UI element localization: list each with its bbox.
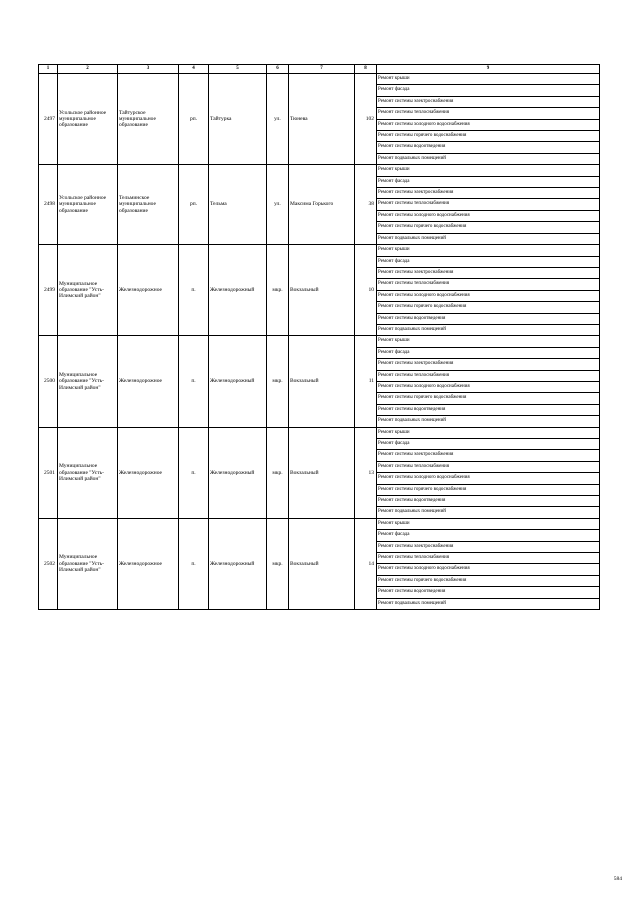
column-header-8: 8 [355, 65, 377, 74]
locality-type-cell: п. [179, 336, 209, 427]
work-type-cell: Ремонт системы теплоснабжения [377, 370, 600, 381]
table-row [39, 427, 600, 438]
house-number-cell: 11 [355, 336, 377, 427]
work-type-cell: Ремонт системы электроснабжения [377, 541, 600, 552]
locality-cell: Железнодорожный [209, 518, 267, 609]
locality-cell: Железнодорожный [209, 427, 267, 518]
table-row [39, 165, 600, 176]
work-type-cell: Ремонт системы холодного водоснабжения [377, 119, 600, 130]
street-type-cell: мкр. [267, 245, 289, 336]
work-type-cell: Ремонт системы холодного водоснабжения [377, 564, 600, 575]
locality-type-cell: рп. [179, 74, 209, 165]
work-type-cell: Ремонт системы электроснабжения [377, 450, 600, 461]
work-type-cell: Ремонт системы горячего водоснабжения [377, 131, 600, 142]
work-type-cell: Ремонт системы горячего водоснабжения [377, 302, 600, 313]
work-type-cell: Ремонт системы теплоснабжения [377, 279, 600, 290]
table-row [39, 518, 600, 529]
column-header-6: 6 [267, 65, 289, 74]
municipality-cell: Муниципальное образование "Усть-Илимский район" [58, 245, 118, 336]
settlement-cell: Тайтурское муниципальное образование [118, 74, 179, 165]
work-type-cell: Ремонт системы холодного водоснабжения [377, 381, 600, 392]
work-type-cell: Ремонт фасада [377, 530, 600, 541]
street-type-cell: мкр. [267, 427, 289, 518]
row-number: 2502 [39, 518, 58, 609]
work-type-cell: Ремонт системы водоотведения [377, 587, 600, 598]
municipality-cell: Муниципальное образование "Усть-Илимский район" [58, 518, 118, 609]
work-type-cell: Ремонт системы теплоснабжения [377, 199, 600, 210]
table-header-row [39, 65, 600, 74]
work-type-cell: Ремонт системы теплоснабжения [377, 108, 600, 119]
street-type-cell: мкр. [267, 336, 289, 427]
street-cell: Вокзальный [289, 518, 355, 609]
street-cell: Тюнева [289, 74, 355, 165]
locality-type-cell: п. [179, 518, 209, 609]
house-number-cell: 38 [355, 165, 377, 245]
work-type-cell: Ремонт подвальных помещений [377, 598, 600, 609]
column-header-3: 3 [118, 65, 179, 74]
work-type-cell: Ремонт крыши [377, 74, 600, 85]
work-type-cell: Ремонт системы электроснабжения [377, 188, 600, 199]
work-type-cell: Ремонт системы электроснабжения [377, 359, 600, 370]
house-number-cell: 14 [355, 518, 377, 609]
work-type-cell: Ремонт системы водоотведения [377, 142, 600, 153]
work-type-cell: Ремонт системы горячего водоснабжения [377, 393, 600, 404]
work-type-cell: Ремонт крыши [377, 427, 600, 438]
locality-type-cell: рп. [179, 165, 209, 245]
municipality-cell: Муниципальное образование "Усть-Илимский район" [58, 427, 118, 518]
work-type-cell: Ремонт системы электроснабжения [377, 96, 600, 107]
column-header-1: 1 [39, 65, 58, 74]
table-row [39, 245, 600, 256]
row-number: 2499 [39, 245, 58, 336]
settlement-cell: Железнодорожное [118, 336, 179, 427]
house-number-cell: 13 [355, 427, 377, 518]
work-type-cell: Ремонт системы теплоснабжения [377, 461, 600, 472]
work-type-cell: Ремонт системы холодного водоснабжения [377, 290, 600, 301]
work-type-cell: Ремонт фасада [377, 347, 600, 358]
work-type-cell: Ремонт подвальных помещений [377, 324, 600, 335]
settlement-cell: Железнодорожное [118, 245, 179, 336]
locality-cell: Железнодорожный [209, 336, 267, 427]
work-type-cell: Ремонт системы горячего водоснабжения [377, 484, 600, 495]
work-type-cell: Ремонт подвальных помещений [377, 233, 600, 244]
column-header-9: 9 [377, 65, 600, 74]
page-number: 584 [613, 876, 622, 882]
work-type-cell: Ремонт системы холодного водоснабжения [377, 473, 600, 484]
locality-type-cell: п. [179, 427, 209, 518]
column-header-4: 4 [179, 65, 209, 74]
row-number: 2497 [39, 74, 58, 165]
street-cell: Максима Горького [289, 165, 355, 245]
municipality-cell: Усольское районное муниципальное образование [58, 74, 118, 165]
work-type-cell: Ремонт фасада [377, 85, 600, 96]
municipality-cell: Муниципальное образование "Усть-Илимский район" [58, 336, 118, 427]
settlement-cell: Железнодорожное [118, 518, 179, 609]
table-row [39, 336, 600, 347]
work-type-cell: Ремонт системы холодного водоснабжения [377, 210, 600, 221]
column-header-5: 5 [209, 65, 267, 74]
row-number: 2498 [39, 165, 58, 245]
street-type-cell: мкр. [267, 518, 289, 609]
row-number: 2501 [39, 427, 58, 518]
table-row [39, 74, 600, 85]
work-type-cell: Ремонт фасада [377, 256, 600, 267]
house-number-cell: 10 [355, 245, 377, 336]
work-type-cell: Ремонт подвальных помещений [377, 507, 600, 518]
work-type-cell: Ремонт подвальных помещений [377, 153, 600, 164]
work-type-cell: Ремонт системы электроснабжения [377, 267, 600, 278]
work-type-cell: Ремонт подвальных помещений [377, 416, 600, 427]
column-header-7: 7 [289, 65, 355, 74]
work-type-cell: Ремонт фасада [377, 176, 600, 187]
street-type-cell: ул. [267, 74, 289, 165]
work-type-cell: Ремонт системы водоотведения [377, 313, 600, 324]
work-type-cell: Ремонт крыши [377, 336, 600, 347]
locality-cell: Железнодорожный [209, 245, 267, 336]
work-type-cell: Ремонт системы водоотведения [377, 404, 600, 415]
street-type-cell: ул. [267, 165, 289, 245]
street-cell: Вокзальный [289, 245, 355, 336]
column-header-2: 2 [58, 65, 118, 74]
row-number: 2500 [39, 336, 58, 427]
house-number-cell: 102 [355, 74, 377, 165]
work-type-cell: Ремонт системы теплоснабжения [377, 553, 600, 564]
locality-cell: Тайтурка [209, 74, 267, 165]
street-cell: Вокзальный [289, 336, 355, 427]
municipality-cell: Усольское районное муниципальное образование [58, 165, 118, 245]
work-type-cell: Ремонт фасада [377, 439, 600, 450]
work-type-cell: Ремонт системы горячего водоснабжения [377, 575, 600, 586]
work-type-cell: Ремонт системы водоотведения [377, 496, 600, 507]
settlement-cell: Тельминское муниципальное образование [118, 165, 179, 245]
locality-cell: Тельма [209, 165, 267, 245]
settlement-cell: Железнодорожное [118, 427, 179, 518]
repair-program-table [38, 64, 600, 610]
street-cell: Вокзальный [289, 427, 355, 518]
work-type-cell: Ремонт крыши [377, 165, 600, 176]
table-body [39, 74, 600, 610]
work-type-cell: Ремонт крыши [377, 518, 600, 529]
work-type-cell: Ремонт крыши [377, 245, 600, 256]
work-type-cell: Ремонт системы горячего водоснабжения [377, 222, 600, 233]
locality-type-cell: п. [179, 245, 209, 336]
